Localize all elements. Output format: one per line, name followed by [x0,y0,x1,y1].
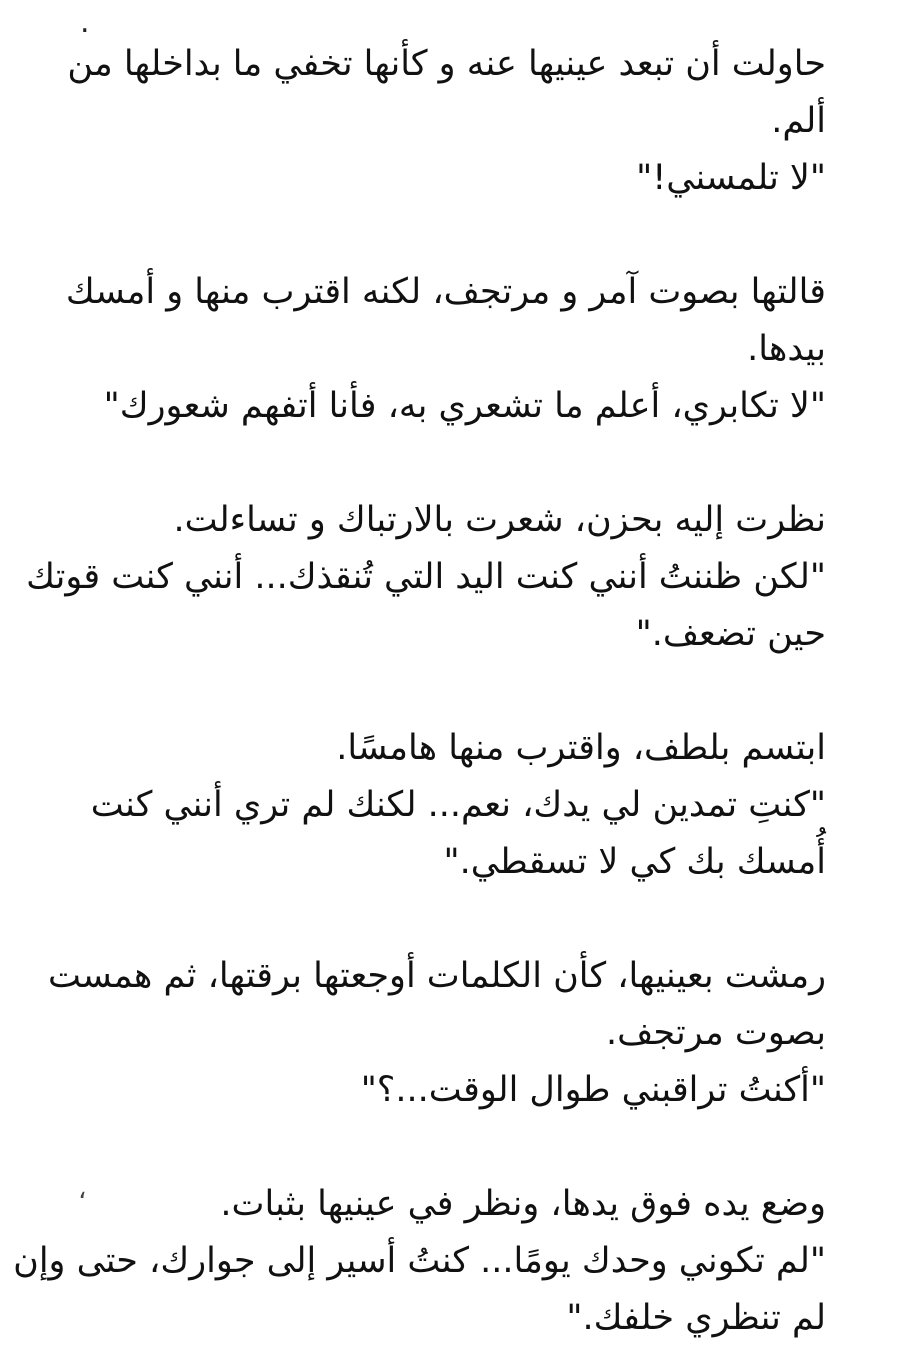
text-line: "لا تلمسني!" [636,158,826,198]
bottom-edge-mark: ، [78,1175,87,1205]
text-line: حاولت أن تبعد عينيها عنه و كأنها تخفي ما بداخلها من [67,44,826,84]
blank-line [106,1119,826,1176]
text-line: قالتها بصوت آمر و مرتجف، لكنه اقترب منها و أمسك [65,272,826,312]
text-line: نظرت إليه بحزن، شعرت بالارتباك و تساءلت. [173,500,826,540]
text-line: أُمسك بك كي لا تسقطي." [443,842,826,882]
text-line: ألم. [771,101,826,141]
top-dot-mark: . [80,5,90,40]
text-line: بصوت مرتجف. [606,1013,826,1053]
blank-line [106,891,826,948]
text-line: حين تضعف." [635,614,826,654]
text-line: "كنتِ تمدين لي يدك، نعم... لكنك لم تري أنني كنت [90,785,826,825]
blank-line [106,435,826,492]
text-line: "أكنتُ تراقبني طوال الوقت...؟" [360,1070,826,1110]
text-line: وضع يده فوق يدها، ونظر في عينيها بثبات. [220,1184,826,1224]
blank-line [106,207,826,264]
text-line: ابتسم بلطف، واقترب منها هامسًا. [336,728,826,768]
text-line: رمشت بعينيها، كأن الكلمات أوجعتها برقتها، ثم همست [48,956,826,996]
story-text [13,36,826,1347]
text-line: "لم تكوني وحدك يومًا... كنتُ أسير إلى جوارك، حتى وإن [13,1241,826,1281]
text-line: بيدها. [747,329,826,369]
text-line: "لكن ظننتُ أنني كنت اليد التي تُنقذك... أنني كنت قوتك [26,557,826,597]
text-line: لم تنظري خلفك." [566,1298,826,1338]
blank-line [106,663,826,720]
text-line: "لا تكابري، أعلم ما تشعري به، فأنا أتفهم شعورك" [103,386,826,426]
